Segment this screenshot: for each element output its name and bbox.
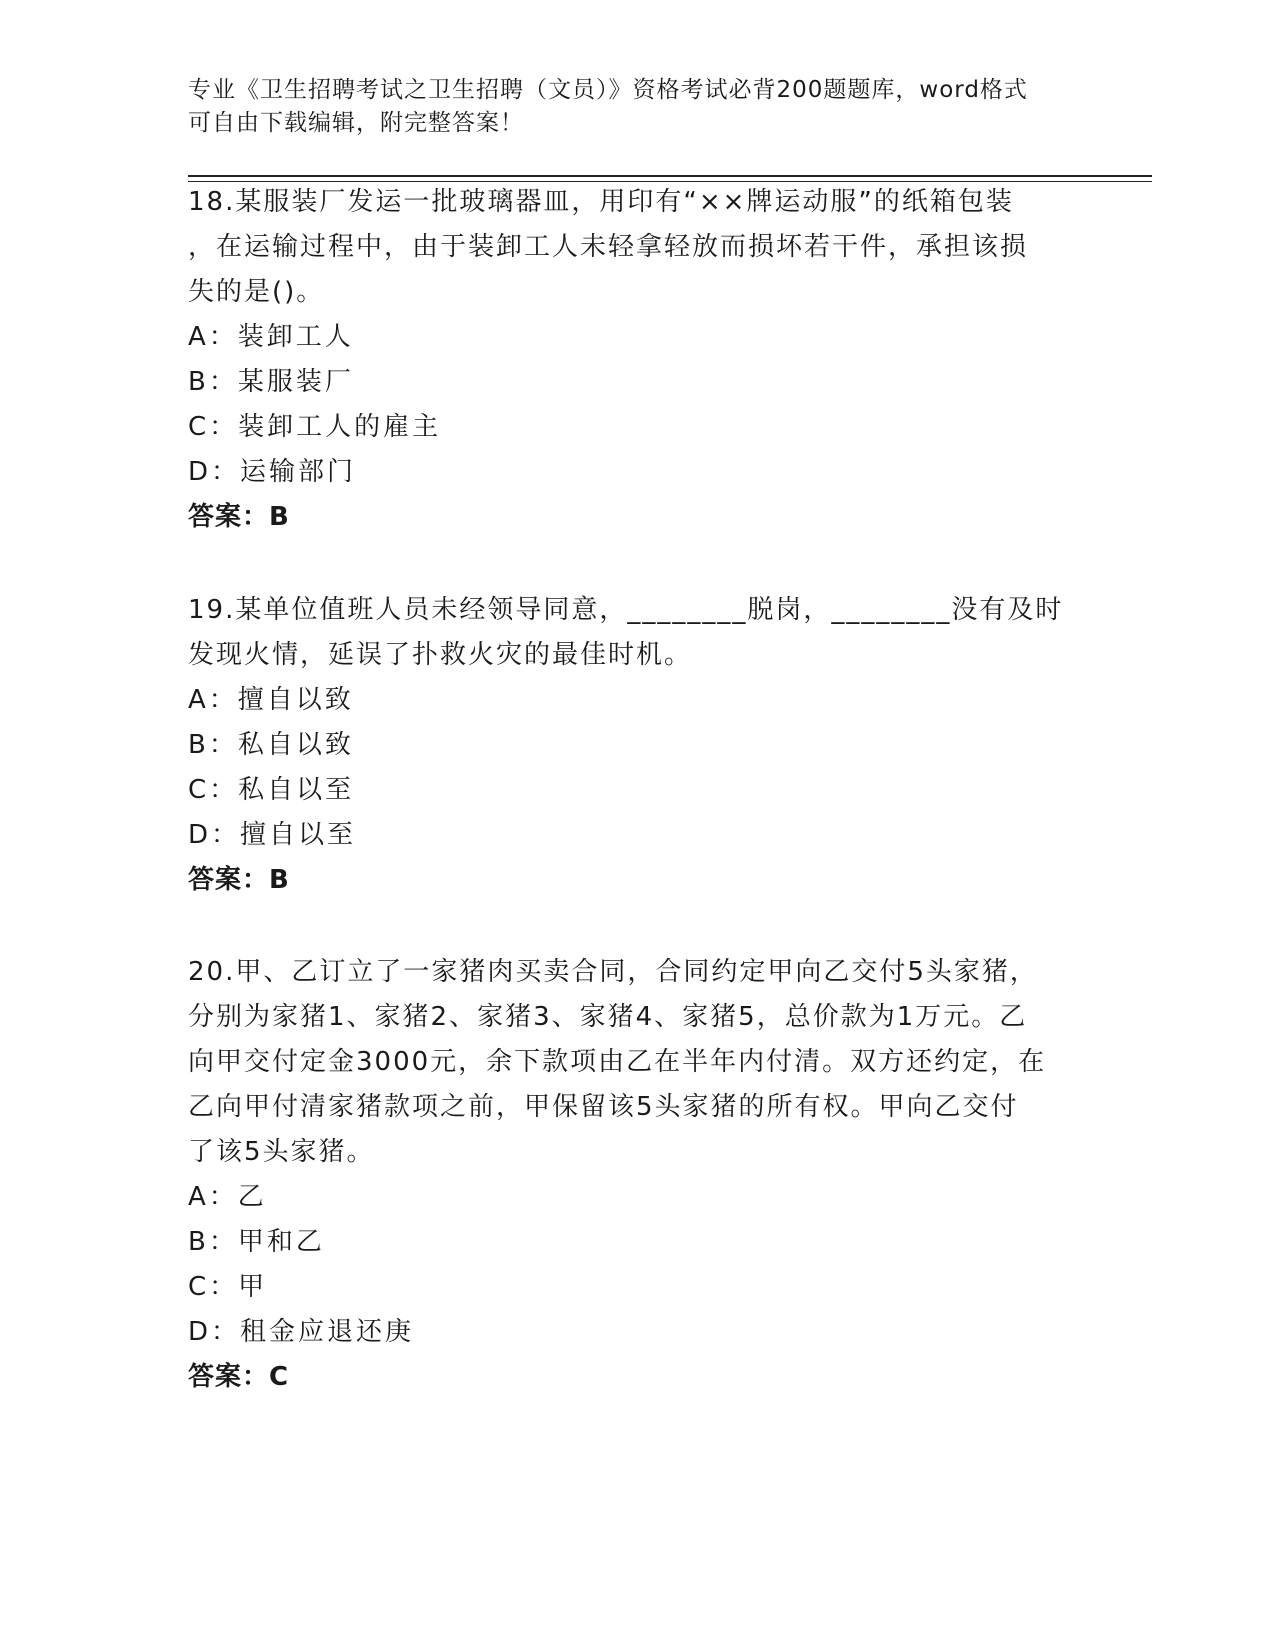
question-stem-line: 发现火情，延误了扑救火灾的最佳时机。: [188, 640, 693, 670]
option-d: D：租金应退还庚: [188, 1317, 415, 1347]
question-20: [188, 950, 1088, 1400]
question-stem-line: 失的是()。: [188, 277, 325, 307]
header-line-1: 专业《卫生招聘考试之卫生招聘（文员）》资格考试必背200题题库，word格式: [188, 77, 1028, 103]
question-stem-line: 向甲交付定金3000元，余下款项由乙在半年内付清。双方还约定，在: [188, 1047, 1047, 1077]
option-b: B：私自以致: [188, 730, 354, 760]
option-a: A：擅自以致: [188, 685, 354, 715]
question-stem-line: 分别为家猪1、家猪2、家猪3、家猪4、家猪5，总价款为1万元。乙: [188, 1002, 1028, 1032]
option-a: A：乙: [188, 1182, 267, 1212]
option-d: D：运输部门: [188, 457, 357, 487]
header-divider-thick: [188, 175, 1152, 177]
question-stem-line: ，在运输过程中，由于装卸工人未轻拿轻放而损坏若干件，承担该损: [188, 232, 1029, 262]
question-stem-line: 乙向甲付清家猪款项之前，甲保留该5头家猪的所有权。甲向乙交付: [188, 1092, 1019, 1122]
option-a: A：装卸工人: [188, 322, 354, 352]
question-19: [188, 588, 1088, 903]
option-c: C：甲: [188, 1272, 268, 1302]
answer: 答案：B: [188, 502, 290, 532]
option-c: C：装卸工人的雇主: [188, 412, 442, 442]
question-18: [188, 180, 1088, 540]
question-stem-line: 18.某服装厂发运一批玻璃器皿，用印有“××牌运动服”的纸箱包装: [188, 187, 1014, 217]
question-stem-line: 了该5头家猪。: [188, 1137, 375, 1167]
header-line-2: 可自由下载编辑，附完整答案！: [188, 110, 524, 136]
option-d: D：擅自以至: [188, 820, 357, 850]
answer: 答案：C: [188, 1362, 290, 1392]
document-header: [188, 74, 1088, 140]
question-stem-line: 20.甲、乙订立了一家猪肉买卖合同，合同约定甲向乙交付5头家猪，: [188, 957, 1038, 987]
option-b: B：甲和乙: [188, 1227, 325, 1257]
option-b: B：某服装厂: [188, 367, 354, 397]
option-c: C：私自以至: [188, 775, 355, 805]
answer: 答案：B: [188, 865, 290, 895]
question-stem-line: 19.某单位值班人员未经领导同意，________脱岗，________没有及时: [188, 595, 1064, 625]
